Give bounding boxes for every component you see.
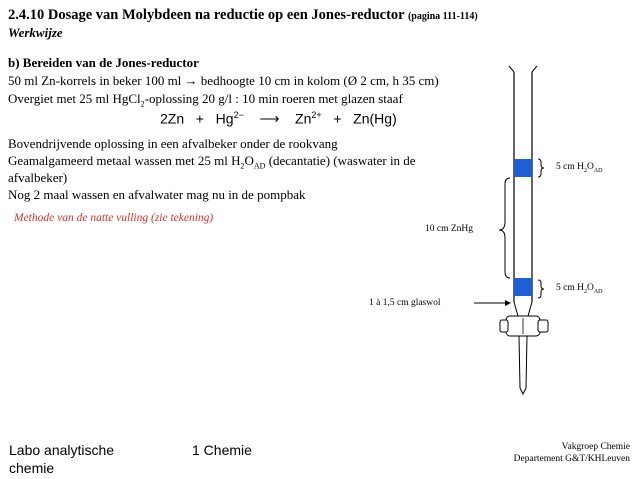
label-fragment: O [586, 162, 594, 172]
column-tube [514, 72, 532, 302]
eq-charge: 2+ [311, 110, 322, 120]
footer-course: Labo analytische chemie [9, 442, 115, 476]
stopcock [500, 316, 548, 336]
text-fragment: (decantatie) (waswater in de [265, 153, 416, 168]
label-water-bottom [556, 283, 603, 295]
footer-dept-line1: Vakgroep Chemie [561, 442, 630, 452]
column-taper [514, 302, 532, 316]
eq-plus: + [195, 110, 204, 127]
outlet-tube [519, 336, 527, 394]
brace-bottom [538, 280, 544, 298]
eq-reactant-hg: Hg [215, 110, 234, 127]
column-rim [509, 66, 537, 72]
subscript: 2 [583, 167, 587, 174]
label-glaswol: 1 à 1,5 cm glaswol [369, 298, 441, 308]
water-band-top [514, 159, 532, 177]
eq-arrow: ⟶ [259, 110, 280, 127]
subscript: AD [593, 167, 603, 174]
subtitle: Werkwijze [8, 25, 63, 40]
eq-plus: + [333, 110, 342, 127]
footer-program: 1 Chemie [192, 442, 252, 458]
subscript: AD [593, 288, 603, 295]
subscript: AD [253, 161, 266, 171]
subscript: 2 [240, 161, 245, 171]
label-water-top [556, 162, 603, 174]
text-fragment: Overgiet met 25 ml HgCl [8, 91, 141, 106]
text-line-3: Bovendrijvende oplossing in een afvalbeker onder de rookvang [8, 136, 338, 151]
eq-product-zn: Zn [295, 110, 312, 127]
subscript: 2 [583, 288, 587, 295]
label-fragment: O [586, 283, 594, 293]
section-heading: b) Bereiden van de Jones-reductor [8, 55, 199, 70]
water-band-bottom [514, 278, 532, 296]
label-fragment: 5 cm H [556, 162, 584, 172]
eq-charge: 2− [233, 110, 244, 120]
label-fragment: 5 cm H [556, 283, 584, 293]
text-fragment: -oplossing 20 g/l : 10 min roeren met glazen staaf [144, 91, 403, 106]
text-line-5: afvalbeker) [8, 170, 68, 185]
text-line-6: Nog 2 maal wassen en afvalwater mag nu in de pompbak [8, 187, 306, 202]
subscript: 2 [140, 99, 145, 109]
brace-znhg [499, 178, 510, 278]
text-fragment: Geamalgameerd metaal wassen met 25 ml H [8, 153, 241, 168]
text-line-1: 50 ml Zn-korrels in beker 100 ml → bedhoogte 10 cm in kolom (Ø 2 cm, h 35 cm) [8, 73, 439, 88]
eq-reactant-zn: 2Zn [160, 110, 185, 127]
text-fragment: O [244, 153, 254, 168]
footer-department [514, 441, 630, 465]
page-reference: (pagina 111-114) [407, 11, 478, 22]
footer-dept-line2: Departement G&T/KHLeuven [513, 454, 630, 464]
title-text: 2.4.10 Dosage van Molybdeen na reductie op een Jones-reductor [8, 7, 405, 23]
eq-product-znhg: Zn(Hg) [353, 110, 397, 127]
brace-top [538, 159, 544, 177]
label-znhg: 10 cm ZnHg [425, 224, 474, 234]
glaswol-arrow [474, 300, 511, 306]
method-note: Methode van de natte vulling (zie tekening) [14, 212, 214, 224]
